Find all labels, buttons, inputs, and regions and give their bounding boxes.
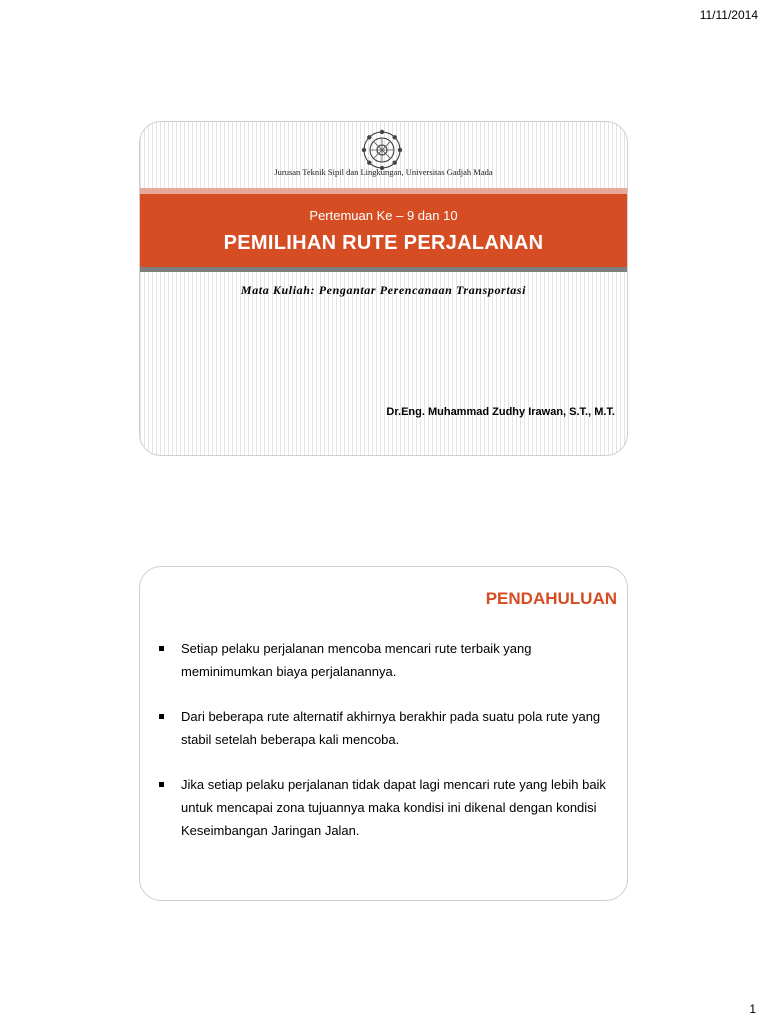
bullet-text: Jika setiap pelaku perjalanan tidak dapat lagi mencari rute yang lebih baik untuk mencapai zona tujuannya maka kondisi ini dikenal dengan kondisi Keseimbangan Jaringan Jalan. [181,777,606,838]
presentation-title: PEMILIHAN RUTE PERJALANAN [223,232,544,254]
list-item [156,637,616,683]
list-item [156,773,616,842]
page-number: 1 [749,1002,756,1016]
introduction-slide [139,566,628,901]
title-band [140,194,627,267]
section-title: PENDAHULUAN [485,589,617,608]
course-name: Mata Kuliah: Pengantar Perencanaan Transportasi [240,283,527,297]
bullet-text: Setiap pelaku perjalanan mencoba mencari rute terbaik yang meminimumkan biaya perjalanannya. [181,641,532,679]
square-bullet-icon [159,646,164,651]
institution-name: Jurusan Teknik Sipil dan Lingkungan, Universitas Gadjah Mada [274,167,493,177]
author-name: Dr.Eng. Muhammad Zudhy Irawan, S.T., M.T. [386,406,615,418]
meeting-subtitle: Pertemuan Ke – 9 dan 10 [309,208,458,223]
square-bullet-icon [159,782,164,787]
band-accent-line-bottom [140,267,627,272]
university-seal-icon [360,128,404,172]
bullet-text: Dari beberapa rute alternatif akhirnya berakhir pada suatu pola rute yang stabil setelah beberapa kali mencoba. [181,709,601,747]
square-bullet-icon [159,714,164,719]
bullet-list [156,637,616,864]
page-date: 11/11/2014 [699,8,758,22]
title-slide [139,121,628,456]
list-item [156,705,616,751]
